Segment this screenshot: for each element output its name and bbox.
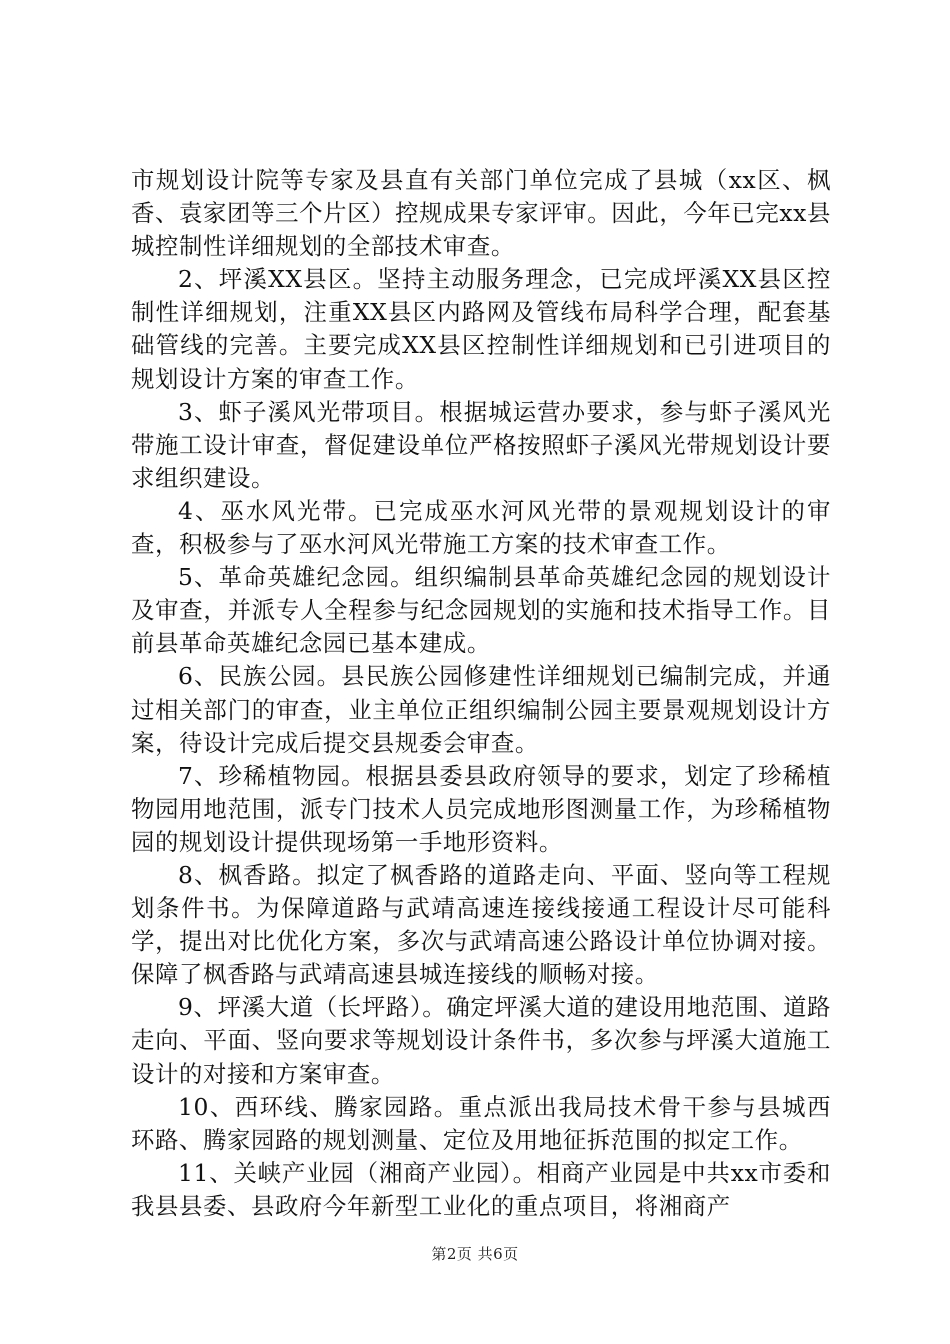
paragraph-3: 3、虾子溪风光带项目。根据城运营办要求，参与虾子溪风光带施工设计审查，督促建设单位严格按照虾子溪风光带规划设计要求组织建设。	[131, 397, 831, 492]
paragraph-2: 2、坪溪XX县区。坚持主动服务理念，已完成坪溪XX县区控制性详细规划，注重XX县区内路网及管线布局科学合理，配套基础管线的完善。主要完成XX县区控制性详细规划和已引进项目的规划设计方案的审查工作。	[131, 265, 831, 393]
paragraph-1: 市规划设计院等专家及县直有关部门单位完成了县城（xx区、枫香、袁家团等三个片区）控规成果专家评审。因此，今年已完xx县城控制性详细规划的全部技术审查。	[131, 166, 831, 261]
paragraph-10: 10、西环线、腾家园路。重点派出我局技术骨干参与县城西环路、腾家园路的规划测量、定位及用地征拆范围的拟定工作。	[131, 1092, 831, 1154]
paragraph-8: 8、枫香路。拟定了枫香路的道路走向、平面、竖向等工程规划条件书。为保障道路与武靖高速连接线接通工程设计尽可能科学，提出对比优化方案，多次与武靖高速公路设计单位协调对接。保障了枫香路与武靖高速县城连接线的顺畅对接。	[131, 860, 831, 989]
paragraph-7: 7、珍稀植物园。根据县委县政府领导的要求，划定了珍稀植物园用地范围，派专门技术人员完成地形图测量工作，为珍稀植物园的规划设计提供现场第一手地形资料。	[131, 761, 831, 856]
page-footer	[0, 1244, 950, 1264]
paragraph-6: 6、民族公园。县民族公园修建性详细规划已编制完成，并通过相关部门的审查，业主单位正组织编制公园主要景观规划设计方案，待设计完成后提交县规委会审查。	[131, 662, 831, 757]
page-number-label: 第2页 共6页	[431, 1245, 519, 1263]
paragraph-9: 9、坪溪大道（长坪路）。确定坪溪大道的建设用地范围、道路走向、平面、竖向要求等规划设计条件书，多次参与坪溪大道施工设计的对接和方案审查。	[131, 993, 831, 1088]
paragraph-11: 11、关峡产业园（湘商产业园）。相商产业园是中共xx市委和我县县委、县政府今年新型工业化的重点项目，将湘商产	[131, 1158, 831, 1220]
paragraph-5: 5、革命英雄纪念园。组织编制县革命英雄纪念园的规划设计及审查，并派专人全程参与纪念园规划的实施和技术指导工作。目前县革命英雄纪念园已基本建成。	[131, 563, 831, 658]
paragraph-4: 4、巫水风光带。已完成巫水河风光带的景观规划设计的审查，积极参与了巫水河风光带施工方案的技术审查工作。	[131, 496, 831, 559]
document-body	[131, 164, 831, 1223]
